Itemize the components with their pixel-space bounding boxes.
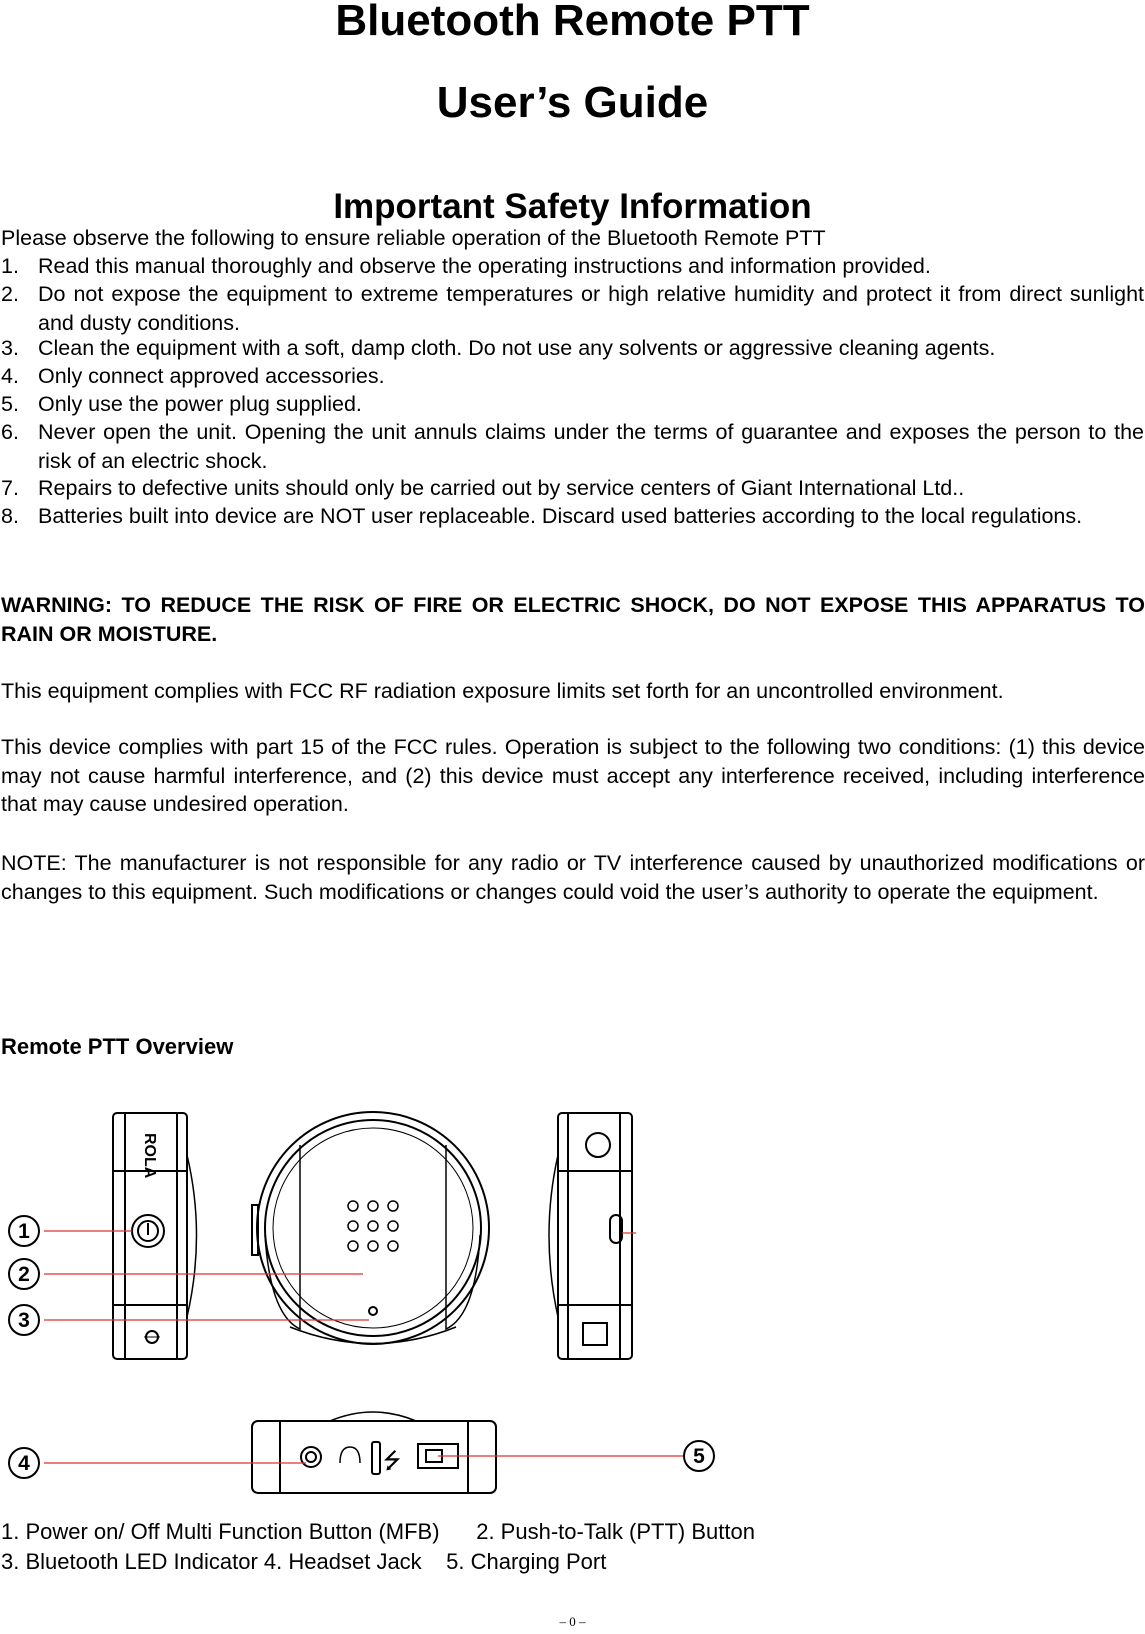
device-diagram bbox=[0, 1085, 740, 1505]
safety-item-text: Clean the equipment with a soft, damp cloth. Do not use any solvents or aggressive cleaning agents. bbox=[38, 336, 996, 360]
safety-item-text: Only connect approved accessories. bbox=[38, 364, 385, 388]
svg-text:2: 2 bbox=[18, 1263, 30, 1286]
svg-text:4: 4 bbox=[18, 1452, 30, 1475]
legend-line-2: 3. Bluetooth LED Indicator 4. Headset Jack 5. Charging Port bbox=[1, 1549, 607, 1574]
callout-badge-3 bbox=[9, 1305, 39, 1335]
callout-badge-1 bbox=[9, 1216, 39, 1246]
device-front-view bbox=[252, 1112, 489, 1344]
warning-text: WARNING: TO REDUCE THE RISK OF FIRE OR ELECTRIC SHOCK, DO NOT EXPOSE THIS APPARATUS TO RAIN OR MOISTURE. bbox=[1, 593, 1145, 646]
safety-intro: Please observe the following to ensure reliable operation of the Bluetooth Remote PTT bbox=[1, 226, 826, 250]
safety-item-number: 5. bbox=[1, 392, 19, 416]
callout-badge-5 bbox=[684, 1441, 714, 1471]
callout-badge-2 bbox=[9, 1259, 39, 1289]
document-title: Bluetooth Remote PTT bbox=[335, 0, 810, 45]
fcc-part15-statement: This device complies with part 15 of the FCC rules. Operation is subject to the following two conditions: (1) this device may not cause harmful interference, and (2) this device must accept any interference received, including interference that may cause undesired operation. bbox=[1, 735, 1145, 816]
device-bottom-view bbox=[252, 1412, 496, 1493]
safety-item-number: 6. bbox=[1, 420, 19, 444]
safety-item-text: Read this manual thoroughly and observe the operating instructions and information provided. bbox=[38, 254, 931, 278]
callout-lines bbox=[44, 1231, 685, 1463]
usb-icon: ⭍ bbox=[382, 1448, 402, 1473]
svg-text:1: 1 bbox=[18, 1220, 30, 1243]
callout-badge-4 bbox=[9, 1448, 39, 1478]
page-number: – 0 – bbox=[559, 1614, 586, 1629]
safety-item-number: 8. bbox=[1, 504, 19, 528]
safety-item-text: Only use the power plug supplied. bbox=[38, 392, 362, 416]
safety-item-number: 1. bbox=[1, 254, 19, 278]
safety-heading: Important Safety Information bbox=[333, 187, 812, 226]
svg-text:3: 3 bbox=[18, 1309, 30, 1332]
manufacturer-note: NOTE: The manufacturer is not responsible for any radio or TV interference caused by unauthorized modifications or changes to this equipment. Such modifications or changes could void the user’s authority to operate the equipment. bbox=[1, 851, 1145, 904]
speaker-holes bbox=[348, 1201, 398, 1251]
safety-item-text: Never open the unit. Opening the unit annuls claims under the terms of guarantee and exposes the person to the risk of an electric shock. bbox=[38, 420, 1144, 473]
document-subtitle: User’s Guide bbox=[436, 78, 709, 127]
device-diagram-svg bbox=[0, 1085, 740, 1505]
brand-label: ROLA bbox=[141, 1133, 158, 1179]
fcc-rf-statement: This equipment complies with FCC RF radiation exposure limits set forth for an uncontrolled environment. bbox=[1, 679, 1004, 703]
safety-item-number: 7. bbox=[1, 476, 19, 500]
safety-item-number: 4. bbox=[1, 364, 19, 388]
safety-item-text: Repairs to defective units should only be carried out by service centers of Giant International Ltd.. bbox=[38, 476, 965, 500]
safety-item-text: Do not expose the equipment to extreme temperatures or high relative humidity and protect it from direct sunlight and dusty conditions. bbox=[38, 282, 1144, 335]
svg-text:5: 5 bbox=[693, 1445, 705, 1468]
safety-item-number: 2. bbox=[1, 282, 19, 306]
safety-item-text: Batteries built into device are NOT user replaceable. Discard used batteries according to the local regulations. bbox=[38, 504, 1083, 528]
legend-line-1: 1. Power on/ Off Multi Function Button (MFB) 2. Push-to-Talk (PTT) Button bbox=[1, 1519, 755, 1544]
device-side-view-right bbox=[549, 1113, 632, 1359]
safety-item-number: 3. bbox=[1, 336, 19, 360]
overview-heading: Remote PTT Overview bbox=[1, 1034, 234, 1059]
